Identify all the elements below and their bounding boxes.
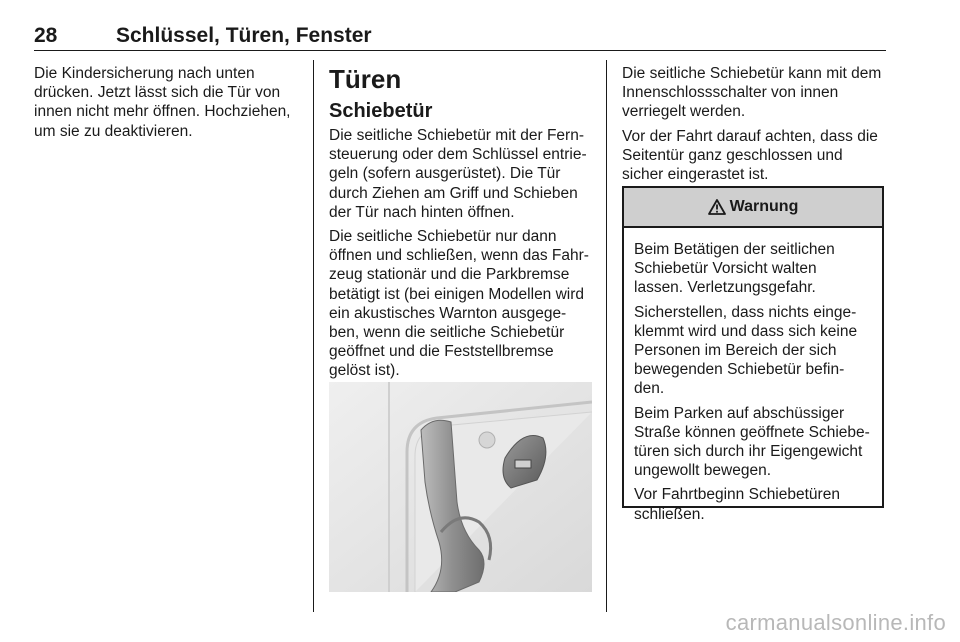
sliding-door-handle-illustration bbox=[329, 382, 592, 592]
warning-title: Warnung bbox=[729, 198, 799, 215]
column-divider bbox=[606, 60, 607, 612]
paragraph: Die seitliche Schiebetür nur dann öffnen und schließen, wenn das Fahr- zeug stationär und die Parkbremse betätigt ist (bei einigen Modellen wird ein akustisches Warnton ausgege- ben, wenn die seitliche Schiebetür geöffnet und die Feststellbremse gelöst ist). bbox=[329, 228, 589, 380]
warning-paragraph: Beim Betätigen der seitlichen Schiebetür Vorsicht walten lassen. Verletzungsgefahr. bbox=[634, 241, 835, 297]
page-header bbox=[34, 22, 886, 51]
warning-header bbox=[624, 188, 882, 228]
child-lock-paragraph: Die Kindersicherung nach unten drücken. Jetzt lässt sich die Tür von innen nicht mehr öffnen. Hochziehen, um sie zu deaktivieren. bbox=[34, 65, 291, 140]
column-divider bbox=[313, 60, 314, 612]
watermark: carmanualsonline.info bbox=[725, 610, 946, 635]
chapter-title: Schlüssel, Türen, Fenster bbox=[116, 24, 372, 47]
paragraph: Die seitliche Schiebetür kann mit dem Innenschlossschalter von innen verriegelt werden. bbox=[622, 65, 882, 121]
warning-paragraph: Vor Fahrtbeginn Schiebetüren schließen. bbox=[634, 486, 840, 523]
warning-triangle-icon bbox=[708, 199, 726, 215]
paragraph: Die seitliche Schiebetür mit der Fern- steuerung oder dem Schlüssel entrie- geln (sofern ausgerüstet). Die Tür durch Ziehen am Griff und Schieben der Tür nach hinten öffnen. bbox=[329, 127, 587, 221]
column-middle bbox=[329, 62, 593, 386]
page-number: 28 bbox=[34, 24, 58, 47]
column-right bbox=[622, 64, 888, 189]
paragraph: Vor der Fahrt darauf achten, dass die Seitentür ganz geschlossen und sicher eingerastet ist. bbox=[622, 127, 878, 184]
door-handle-drawing bbox=[329, 382, 592, 592]
warning-paragraph: Beim Parken auf abschüssiger Straße können geöffnete Schiebe- türen sich durch ihr Eigengewicht ungewollt bewegen. bbox=[634, 404, 870, 480]
column-left bbox=[34, 64, 306, 146]
warning-paragraph: Sicherstellen, dass nichts einge- klemmt wird und dass sich keine Personen im Bereich der sich bewegenden Schiebetür befin- den. bbox=[634, 303, 858, 398]
warning-body bbox=[624, 228, 882, 524]
warning-box bbox=[622, 186, 884, 523]
subsection-heading: Schiebetür bbox=[329, 100, 433, 122]
section-heading: Türen bbox=[329, 64, 402, 94]
